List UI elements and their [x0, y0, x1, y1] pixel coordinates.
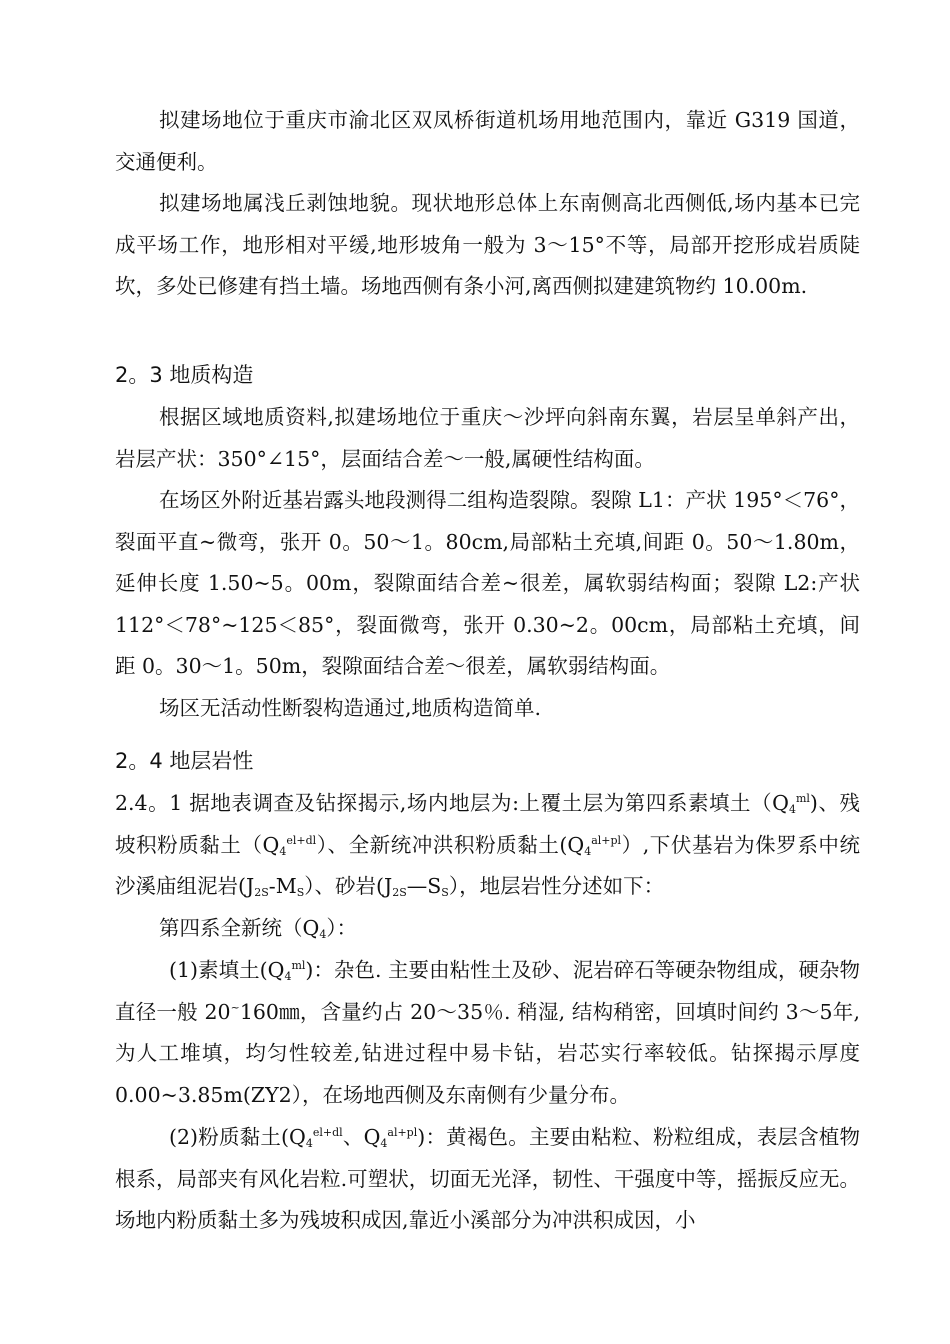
paragraph-stratum-overview: 2.4。1 据地表调查及钻探揭示,场内地层为:上覆土层为第四系素填土$(Q_4^{ml})$、残坡积粉质黏土$(Q_4^{el+dl})$、全新统冲洪积粉质黏土$(Q_4^{al+pl})$,下伏基岩为侏罗系中统沙溪庙组泥岩$(J_{2S}-M_S)$、砂岩$(J_{2S}—S_S)$，地层岩性分述如下：	[115, 791, 861, 899]
paragraph-plain-fill: (1)素填土$(Q_4^{ml})$：杂色. 主要由粘性土及砂、泥岩碎石等硬杂物组成，硬杂物直径一般 20~160㎜，含量约占 20～35％. 稍湿, 结构稍密，回填时间约 3～5年,为人工堆填，均匀性较差,钻进过程中易卡钻，岩芯实行率较低。钻探揭示厚度 0.00~3.85m(ZY2），在场地西侧及东南侧有少量分布。	[115, 958, 861, 1107]
paragraph-silty-clay: (2)粉质黏土($Q_4^{el+dl}$、$Q_4^{al+pl}$)：黄褐色。主要由粘粒、粉粒组成，表层含植物根系，局部夹有风化岩粒.可塑状，切面无光泽，韧性、干强度中等，摇振反应无。场地内粉质黏土多为残坡积成因,靠近小溪部分为冲洪积成因，小	[115, 1125, 861, 1232]
paragraph-regional-geology: 根据区域地质资料,拟建场地位于重庆～沙坪向斜南东翼，岩层呈单斜产出，岩层产状：350°∠15°，层面结合差～一般,属硬性结构面。	[115, 405, 860, 471]
paragraph-quaternary-heading: 第四系全新统$(Q_4)$：	[159, 916, 358, 941]
paragraph-fractures: 在场区外附近基岩露头地段测得二组构造裂隙。裂隙 L1：产状 195°＜76°，裂面平直~微弯，张开 0。50～1。80cm,局部粘土充填,间距 0。50～1.80m，延伸长度 1.50~5。00m，裂隙面结合差~很差，属软弱结构面；裂隙 L2:产状 112°＜78°~125＜85°，裂面微弯，张开 0.30~2。00cm，局部粘土充填，间距 0。30～1。50m，裂隙面结合差～很差，属软弱结构面。	[115, 488, 860, 678]
paragraph-landform: 拟建场地属浅丘剥蚀地貌。现状地形总体上东南侧高北西侧低,场内基本已完成平场工作，地形相对平缓,地形坡角一般为 3～15°不等，局部开挖形成岩质陡坎，多处已修建有挡土墙。场地西侧有条小河,离西侧拟建建筑物约 10.00m.	[115, 191, 860, 298]
section-heading-geologic-structure: 2。3 地质构造	[115, 363, 254, 387]
paragraph-site-location: 拟建场地位于重庆市渝北区双凤桥街道机场用地范围内，靠近 G319 国道，交通便利。	[115, 108, 860, 174]
paragraph-no-active-fault: 场区无活动性断裂构造通过,地质构造简单.	[159, 696, 542, 720]
section-heading-stratum-lithology: 2。4 地层岩性	[115, 749, 254, 773]
